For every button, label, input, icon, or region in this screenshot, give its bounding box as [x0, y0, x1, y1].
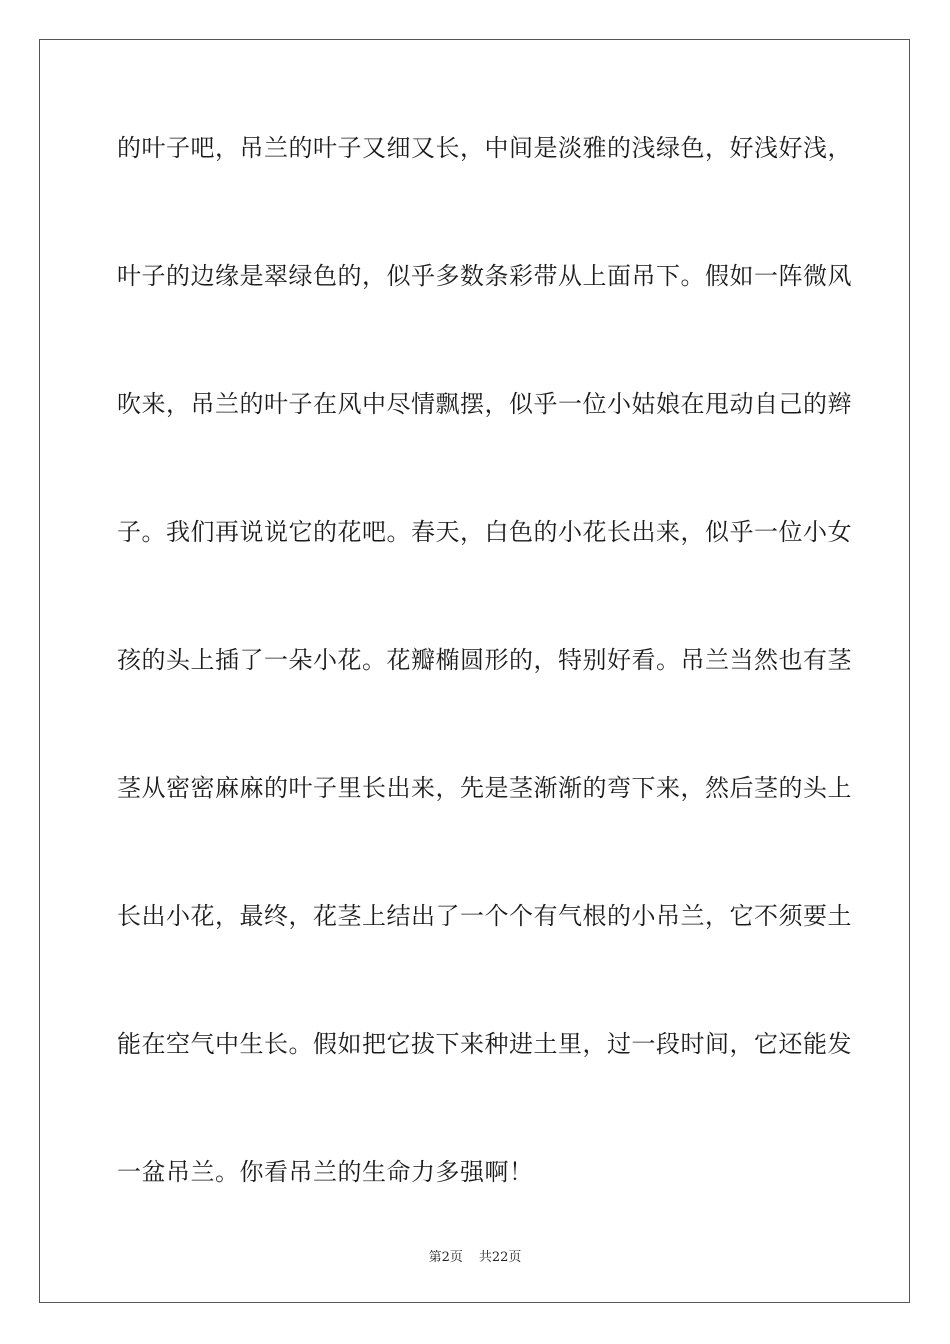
text-line-1: 的叶子吧，吊兰的叶子又细又长，中间是淡雅的浅绿色，好浅好浅， [117, 134, 852, 162]
text-line-8: 能在空气中生长。假如把它拔下来种进土里，过一段时间，它还能发 [117, 1030, 852, 1058]
text-line-2: 叶子的边缘是翠绿色的，似乎多数条彩带从上面吊下。假如一阵微风 [117, 262, 852, 290]
text-line-7: 长出小花，最终，花茎上结出了一个个有气根的小吊兰，它不须要土 [117, 902, 852, 930]
text-line-4: 子。我们再说说它的花吧。春天，白色的小花长出来，似乎一位小女 [117, 518, 852, 546]
text-line-6: 茎从密密麻麻的叶子里长出来，先是茎渐渐的弯下来，然后茎的头上 [117, 774, 852, 802]
text-line-3: 吹来，吊兰的叶子在风中尽情飘摆，似乎一位小姑娘在甩动自己的辫 [117, 390, 852, 418]
text-line-5: 孩的头上插了一朵小花。花瓣椭圆形的，特别好看。吊兰当然也有茎 [117, 646, 852, 674]
page-number: 第2页 [428, 1250, 463, 1265]
page-total: 共22页 [478, 1250, 522, 1265]
page-footer [0, 1246, 950, 1265]
document-body [117, 122, 852, 1274]
text-line-9: 一盆吊兰。你看吊兰的生命力多强啊！ [117, 1158, 534, 1186]
